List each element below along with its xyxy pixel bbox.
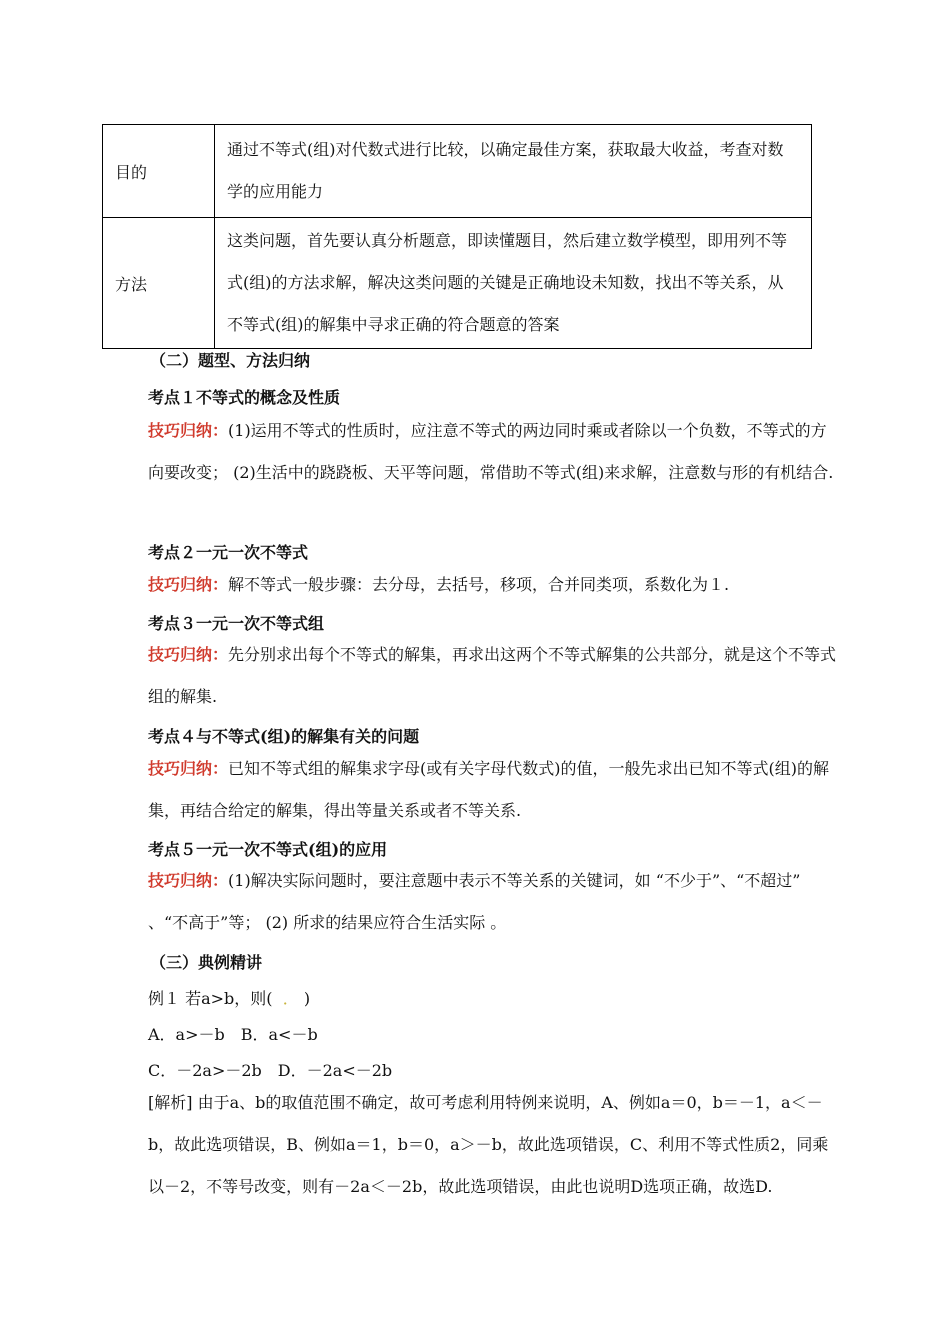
point1-tip — [116, 410, 838, 494]
point5-tip — [116, 860, 838, 944]
point3-title: 考点３一元一次不等式组 — [148, 614, 325, 633]
point3-tip-text: 先分别求出每个不等式的解集，再求出这两个不等式解集的公共部分，就是这个不等式组的解集. — [148, 645, 837, 706]
point5-tip-text: (1)解决实际问题时，要注意题中表示不等关系的关键词，如 “不少于”、“不超过” 、“不高于”等； (2) 所求的结果应符合生活实际 。 — [148, 871, 801, 932]
table-row — [103, 125, 812, 218]
tip-label: 技巧归纳： — [148, 759, 229, 778]
point2-tip — [116, 564, 838, 606]
tip-label: 技巧归纳： — [148, 871, 229, 890]
point1-tip-text: (1)运用不等式的性质时，应注意不等式的两边同时乘或者除以一个负数，不等式的方向要改变； (2)生活中的跷跷板、天平等问题，常借助不等式(组)来求解，注意数与形的有机结合. — [148, 421, 834, 482]
point1-title: 考点１不等式的概念及性质 — [148, 388, 341, 407]
answer-blank-mark: ． — [282, 989, 299, 1008]
section2-heading: （二）题型、方法归纳 — [150, 351, 311, 370]
point3-tip — [116, 634, 838, 718]
section3-heading: （三）典例精讲 — [150, 953, 263, 972]
info-table — [102, 124, 812, 349]
example-question — [148, 986, 310, 1009]
example-text: 例１ 若a>b，则( — [148, 989, 273, 1008]
options-row-cd: C．－2a>－2b D．－2a<－2b — [148, 1061, 393, 1080]
options-row-ab: A．a>－b B．a<－b — [148, 1025, 318, 1044]
analysis-text: [解析] 由于a、b的取值范围不确定，故可考虑利用特例来说明，A、例如a＝0，b＝－1，a＜－b，故此选项错误，B、例如a＝1，b＝0，a＞－b，故此选项错误，C、利用不等式性质2，同乘以－2，不等号改变，则有－2a＜－2b，故此选项错误，由此也说明D选项正确，故选D. — [148, 1093, 829, 1196]
example-close: ) — [303, 989, 311, 1008]
tip-label: 技巧归纳： — [148, 421, 229, 440]
point4-tip-text: 已知不等式组的解集求字母(或有关字母代数式)的值，一般先求出已知不等式(组)的解集，再结合给定的解集，得出等量关系或者不等关系. — [148, 759, 829, 820]
table-label-method: 方法 — [103, 218, 215, 349]
point2-title: 考点２一元一次不等式 — [148, 543, 309, 562]
analysis-paragraph — [116, 1082, 838, 1208]
table-content-purpose: 通过不等式(组)对代数式进行比较，以确定最佳方案，获取最大收益，考查对数学的应用能力 — [215, 125, 812, 218]
point2-tip-text: 解不等式一般步骤：去分母，去括号，移项，合并同类项，系数化为１. — [228, 575, 730, 594]
tip-label: 技巧归纳： — [148, 645, 229, 664]
table-label-purpose: 目的 — [103, 125, 215, 218]
table-row — [103, 218, 812, 349]
tip-label: 技巧归纳： — [148, 575, 229, 594]
point5-title: 考点５一元一次不等式(组)的应用 — [148, 840, 388, 859]
point4-title: 考点４与不等式(组)的解集有关的问题 — [148, 727, 420, 746]
point4-tip — [116, 748, 838, 832]
table-content-method: 这类问题，首先要认真分析题意，即读懂题目，然后建立数学模型，即用列不等式(组)的方法求解，解决这类问题的关键是正确地设未知数，找出不等关系，从不等式(组)的解集中寻求正确的符合题意的答案 — [215, 218, 812, 349]
